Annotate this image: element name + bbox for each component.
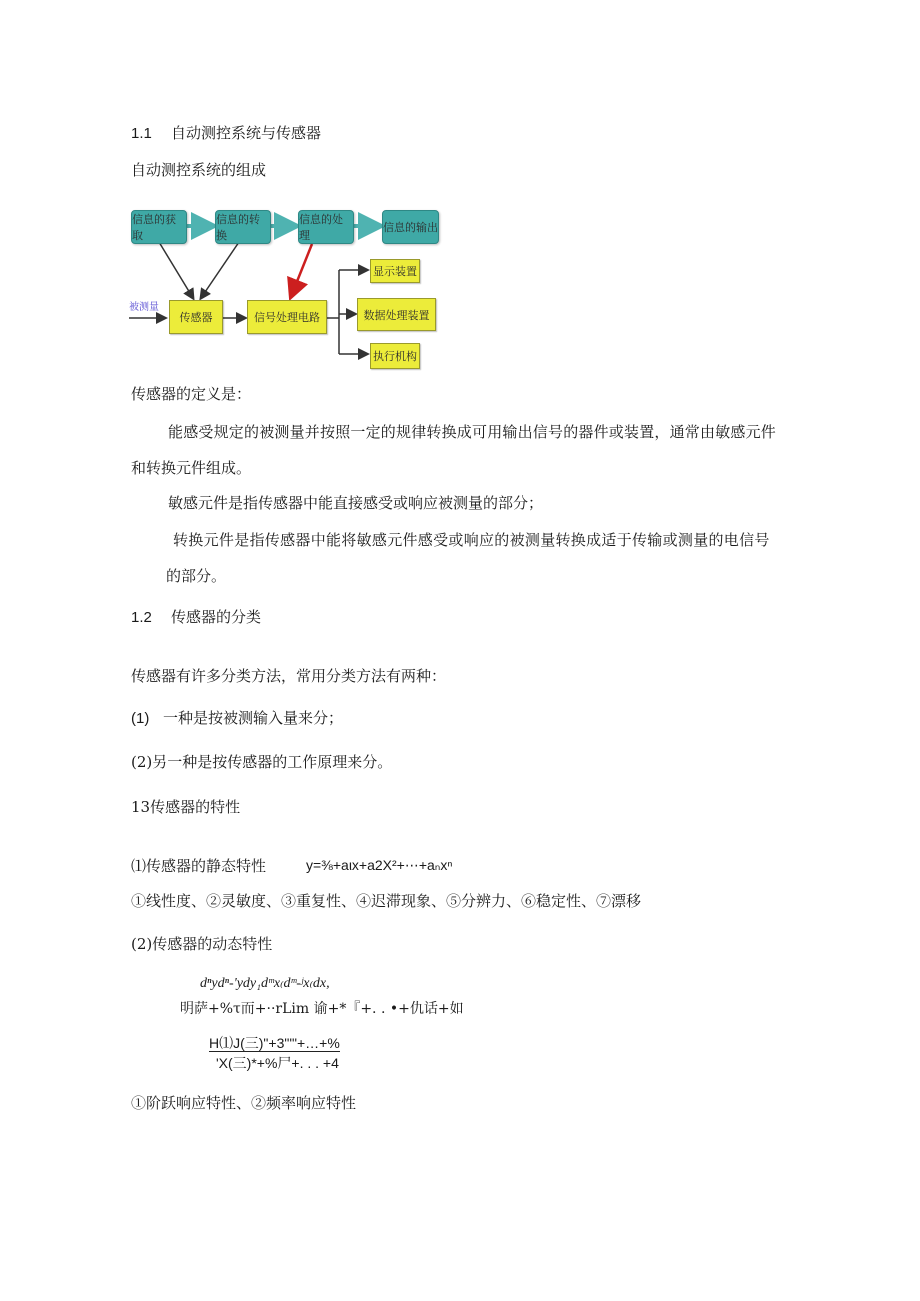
section-1-3-heading: 13传感器的特性 xyxy=(131,798,241,816)
sensitive-element-def: 敏感元件是指传感器中能直接感受或响应被测量的部分； xyxy=(168,494,544,512)
dynamic-heading: (2)传感器的动态特性 xyxy=(131,935,273,953)
dynamic-characteristics-list: ①阶跃响应特性、②频率响应特性 xyxy=(131,1094,357,1112)
section-1-1-heading xyxy=(131,123,321,144)
section-title: 自动测控系统与传感器 xyxy=(171,124,322,142)
classification-item-1 xyxy=(131,708,343,729)
system-block-diagram xyxy=(127,204,441,374)
box-info-convert: 信息的转换 xyxy=(215,210,271,244)
box-info-acquire: 信息的获取 xyxy=(131,210,187,244)
definition-line-2: 和转换元件组成。 xyxy=(131,459,252,477)
conversion-element-def-2: 的部分。 xyxy=(166,567,227,585)
static-heading: ⑴传感器的静态特性 xyxy=(131,857,267,875)
composition-subtitle: 自动测控系统的组成 xyxy=(131,161,267,179)
box-display: 显示装置 xyxy=(370,259,420,283)
item-number: (1) xyxy=(131,710,150,727)
differential-equation-line-2: 明萨+%τ而+··rLim 谕+*『+. . •+仇话+如 xyxy=(180,1001,464,1017)
section-number: 1.1 xyxy=(131,125,152,142)
transfer-function-denominator: 'X(三)*+%尸+. . . +4 xyxy=(216,1055,339,1071)
conversion-element-def-1: 转换元件是指传感器中能将敏感元件感受或响应的被测量转换成适于传输或测量的电信号 xyxy=(173,531,770,549)
section-title: 传感器的分类 xyxy=(171,608,262,626)
differential-equation-line-1: dⁿydⁿ-'ydy₁dᵐx₍dᵐ-ʲx₍dx, xyxy=(200,976,330,991)
item-text: 一种是按被测输入量来分； xyxy=(163,709,344,727)
transfer-function-numerator xyxy=(209,1033,340,1053)
box-sensor: 传感器 xyxy=(169,300,223,334)
box-signal-circuit: 信号处理电路 xyxy=(247,300,327,334)
tf-numerator-text: H⑴J(三)"+3"'"+…+% xyxy=(209,1035,340,1051)
classification-item-2: (2)另一种是按传感器的工作原理来分。 xyxy=(131,753,393,771)
section-number: 1.2 xyxy=(131,609,152,626)
measurand-label: 被测量 xyxy=(129,302,159,313)
section-1-2-heading xyxy=(131,607,261,628)
box-data-processing: 数据处理装置 xyxy=(357,298,436,331)
box-info-output: 信息的输出 xyxy=(382,210,439,244)
classification-intro: 传感器有许多分类方法，常用分类方法有两种： xyxy=(131,667,447,685)
definition-line-1: 能感受规定的被测量并按照一定的规律转换成可用输出信号的器件或装置，通常由敏感元件 xyxy=(168,423,777,441)
static-characteristics-list: ①线性度、②灵敏度、③重复性、④迟滞现象、⑤分辨力、⑥稳定性、⑦漂移 xyxy=(131,892,642,910)
static-formula: y=⅜+aιx+a2X²+⋯+aₙxⁿ xyxy=(306,857,453,873)
definition-heading: 传感器的定义是： xyxy=(131,385,252,403)
box-actuator: 执行机构 xyxy=(370,343,420,369)
box-info-process: 信息的处理 xyxy=(298,210,354,244)
